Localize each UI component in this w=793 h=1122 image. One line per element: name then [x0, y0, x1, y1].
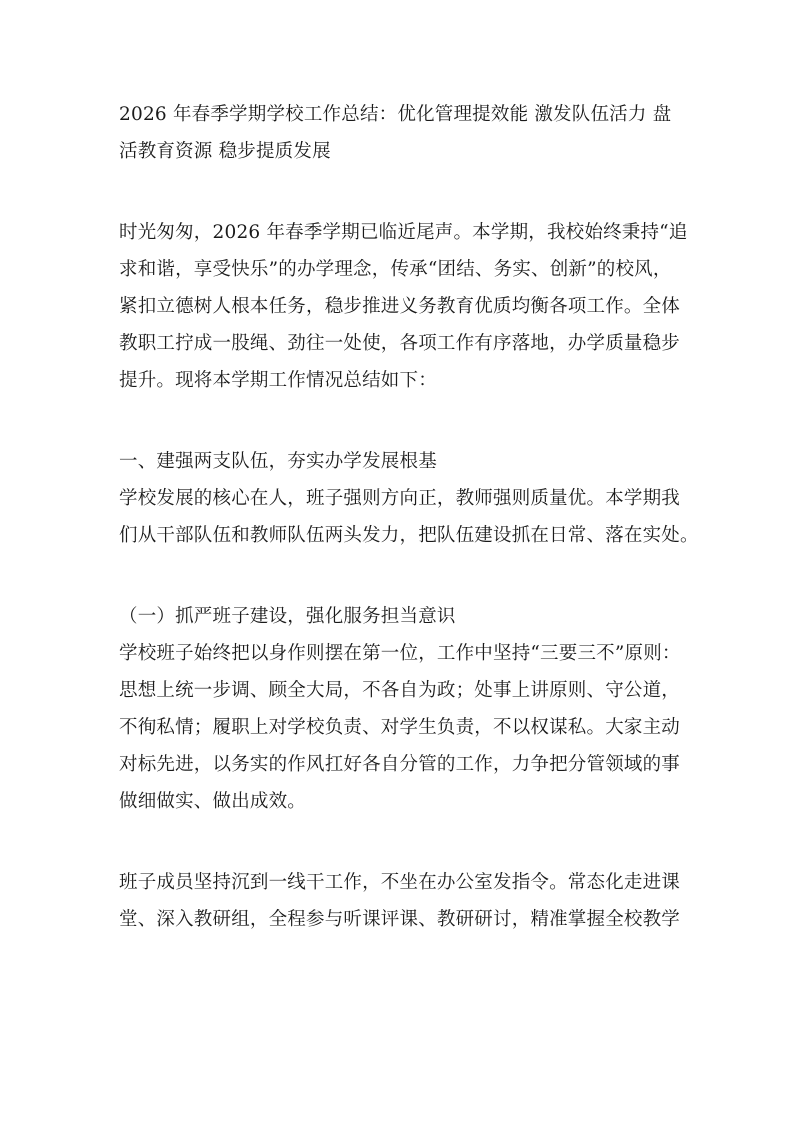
paragraph-line: 堂、深入教研组，全程参与听课评课、教研研讨，精准掌握全校教学	[119, 909, 681, 930]
document-title	[119, 96, 679, 170]
subsection-paragraph	[119, 635, 679, 820]
section-paragraph	[119, 480, 699, 554]
paragraph-line: 班子成员坚持沉到一线干工作，不坐在办公室发指令。常态化走进课	[119, 872, 681, 893]
paragraph-line: 学校发展的核心在人，班子强则方向正，教师强则质量优。本学期我	[119, 488, 681, 509]
spacer	[119, 554, 679, 598]
paragraph-line: 求和谐，享受快乐”的办学理念，传承“团结、务实、创新”的校风，	[119, 259, 672, 280]
paragraph-line: 时光匆匆，2026 年春季学期已临近尾声。本学期，我校始终秉持“追	[119, 222, 688, 243]
document-page	[119, 96, 699, 938]
paragraph-3	[119, 864, 679, 938]
title-line: 活教育资源 稳步提质发展	[119, 141, 331, 162]
paragraph-line: 学校班子始终把以身作则摆在第一位，工作中坚持“三要三不”原则：	[119, 643, 681, 664]
section-heading: 一、建强两支队伍，夯实办学发展根基	[119, 451, 437, 472]
subsection-heading: （一）抓严班子建设，强化服务担当意识	[119, 606, 456, 627]
paragraph-line: 做细做实、做出成效。	[119, 791, 307, 812]
intro-paragraph	[119, 214, 688, 399]
paragraph-line: 提升。现将本学期工作情况总结如下：	[119, 370, 437, 391]
paragraph-line: 们从干部队伍和教师队伍两头发力，把队伍建设抓在日常、落在实处。	[119, 525, 699, 546]
paragraph-line: 教职工拧成一股绳、劲往一处使，各项工作有序落地，办学质量稳步	[119, 333, 681, 354]
spacer	[119, 170, 679, 214]
spacer	[119, 399, 679, 443]
paragraph-line: 不徇私情；履职上对学校负责、对学生负责，不以权谋私。大家主动	[119, 717, 681, 738]
paragraph-line: 紧扣立德树人根本任务，稳步推进义务教育优质均衡各项工作。全体	[119, 296, 681, 317]
title-line: 2026 年春季学期学校工作总结：优化管理提效能 激发队伍活力 盘	[119, 104, 672, 125]
paragraph-line: 思想上统一步调、顾全大局，不各自为政；处事上讲原则、守公道，	[119, 680, 681, 701]
paragraph-line: 对标先进，以务实的作风扛好各自分管的工作，力争把分管领域的事	[119, 754, 681, 775]
spacer	[119, 820, 679, 864]
